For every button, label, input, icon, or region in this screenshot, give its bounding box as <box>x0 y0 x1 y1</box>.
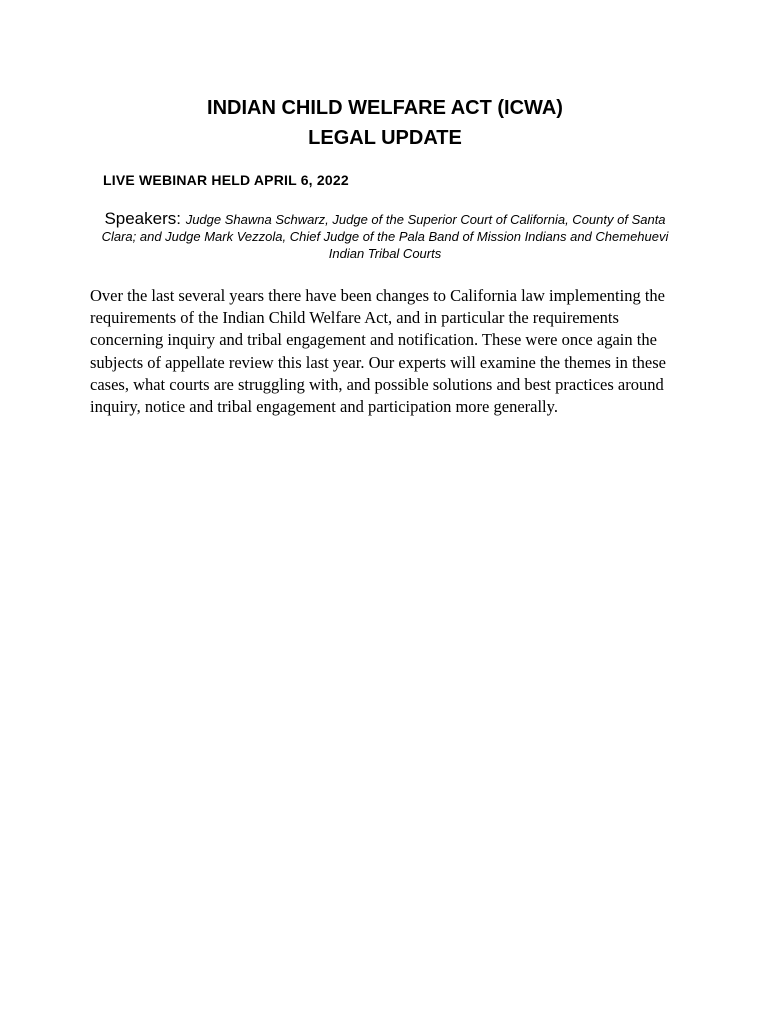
webinar-date: LIVE WEBINAR HELD APRIL 6, 2022 <box>103 172 349 188</box>
speakers-label: Speakers: <box>104 209 186 228</box>
document-title-line2: LEGAL UPDATE <box>308 127 462 149</box>
document-title-line1: INDIAN CHILD WELFARE ACT (ICWA) <box>207 97 563 119</box>
speakers-names: Judge Shawna Schwarz, Judge of the Superior Court of California, County of Santa Clara; and Judge Mark Vezzola, Chief Judge of the Pala Band of Mission Indians and Chemehuevi Indian Tribal Courts <box>101 212 669 261</box>
description-paragraph: Over the last several years there have been changes to California law implementing the requirements of the Indian Child Welfare Act, and in particular the requirements concerning inquiry and tribal engagement and notification. These were once again the subjects of appellate review this last year. Our experts will examine the themes in these cases, what courts are struggling with, and possible solutions and best practices around inquiry, notice and tribal engagement and participation more generally. <box>90 286 666 417</box>
speakers-block <box>100 210 670 262</box>
